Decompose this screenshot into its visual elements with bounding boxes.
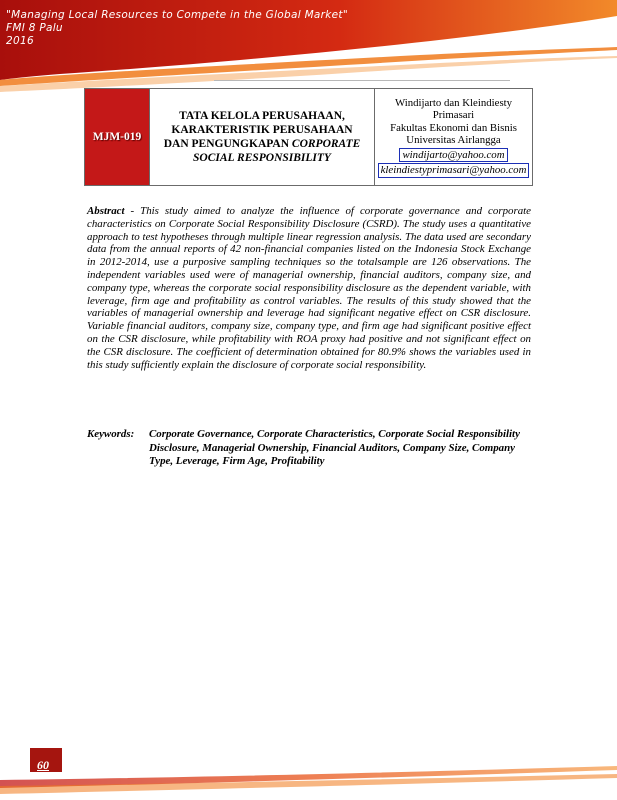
keywords-label: Keywords: [87,428,135,440]
title-line: TATA KELOLA PERUSAHAAN, [179,110,345,122]
conference-banner-text [6,9,348,48]
paper-header-table [84,88,533,186]
conference-year: 2016 [6,35,34,47]
divider-line [214,80,510,81]
keywords-list: Corporate Governance, Corporate Characteristics, Corporate Social Responsibility Disclosure, Managerial Ownership, Financial Auditors, Company Size, Company Type, Leverage, Firm Age, Profitability [149,428,520,467]
page-number: 60 [37,758,49,772]
author-info [375,89,532,185]
paper-title [150,89,375,185]
email-link-1[interactable]: windijarto@yahoo.com [399,148,507,163]
title-line: DAN PENGUNGKAPAN CORPORATE [163,138,361,150]
affiliation-cont: Universitas Airlangga [406,134,501,146]
conference-theme: "Managing Local Resources to Compete in the Global Market" [6,9,348,21]
keywords-section [87,428,531,469]
title-line: KARAKTERISTIK PERUSAHAAN [171,124,353,136]
affiliation: Fakultas Ekonomi dan Bisnis [390,121,517,134]
abstract-text: - This study aimed to analyze the influence of corporate governance and corporate characteristics on Corporate Social Responsibility Disclosure (CSRD). The study uses a quantitative approach to test hypotheses through multiple linear regression analysis. The data used are secondary data from the annual reports of 42 non-financial companies listed on the Indonesia Stock Exchange in 2012-2014, use a purposive sampling techniques so the totalsample are 126 observations. The independent variables used were of managerial ownership, financial auditors, company size, and company type, whereas the corporate social responsibility disclosure as the dependent variable, with leverage, firm age and profitability as control variables. The results of this study showed that the variables of managerial ownership and leverage had significant negative effect on CSR disclosure. Variable financial auditors, company size, company type, and firm age had significant positive effect on the CSR disclosure, while profitability with ROA proxy had positive and not significant effect on the CSR disclosure. The coefficient of determination obtained for 80.9% shows the variables used in this study sufficiently explain the disclosure of corporate social responsibility. [87,205,531,371]
title-line: SOCIAL RESPONSIBILITY [193,152,331,164]
author-names: Windijarto dan Kleindiesty [394,96,513,109]
abstract-paragraph [87,205,531,371]
paper-code-cell [85,89,150,185]
abstract-label: Abstract [87,205,125,217]
footer-banner [0,730,617,800]
email-link-2[interactable]: kleindiestyprimasari@yahoo.com [378,163,530,178]
author-names-cont: Primasari [432,109,475,121]
conference-name: FMI 8 Palu [6,22,63,34]
paper-code: MJM-019 [92,131,142,143]
